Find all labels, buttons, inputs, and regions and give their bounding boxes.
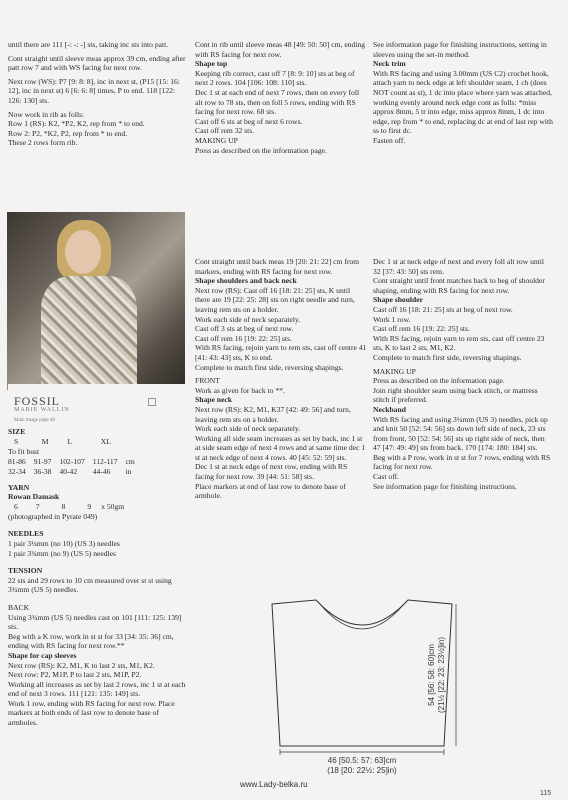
yarn-name: Rowan Damask [8,492,60,502]
garment-outline [272,600,452,746]
height-cm-label: 54 [56: 58: 60]cm [427,644,436,706]
yarn-table [8,502,134,512]
paragraph: Working all increases as set by last 2 rows, inc 1 st at each end of next 3 rows. 111 [121: 135: 149] sts. [8,679,186,699]
height-in-label: (21½ [22: 23: 23½]in) [437,636,446,714]
unit-label: in [125,466,132,476]
section-heading: Shape top [195,59,228,69]
yarn-count: 9 [87,501,92,511]
size-label: S [14,436,19,446]
size-label: XL [100,436,111,446]
size-value: 36-38 [33,466,52,476]
paragraph: With RS facing and using 3¼mm (US 3) needles, pick up and knit 50 [52: 54: 56] sts down left side of neck, 23 sts from front, 50 [52: 54: 56] sts up right side of neck, then 47 [47: 49: 49] sts from back. 170 [174: 180: 184] sts. [373,414,548,453]
pattern-title: FOSSIL [14,394,61,408]
photo-caption [8,384,186,422]
square-icon [148,398,156,406]
unit-label: x 50gm [101,501,125,511]
paragraph: Place markers at end of last row to denote base of armhole. [195,481,346,501]
width-cm-label: 46 [50.5: 57: 63]cm [327,756,397,765]
section-heading: Shape shoulder [373,295,424,305]
section-heading: YARN [8,482,30,492]
model-photo [7,212,185,390]
paragraph: until there are 111 [-: -: -] sts, taking inc sts into patt. [8,40,169,49]
size-value: 102-107 [59,456,85,466]
paragraph: Fasten off. [373,135,406,145]
fit-label: To fit bust [8,446,40,456]
paragraph: Join right shoulder seam using back stitch, or mattress stitch if preferred. [373,385,538,405]
paragraph: Cast off 16 [18: 21: 25] sts at beg of next row. [373,304,513,314]
paragraph: Cont straight until sleeve meas approx 39 cm, ending after patt row 7 and with WS facing for next row. [8,53,186,73]
paragraph: Cast off 3 sts at beg of next row. [195,324,294,334]
paragraph: Working all side seam increases as set by back, inc 1 st at side seam edge of next 4 rows and at same time dec 1 st at neck edge of next 4 rows. 40 [45: 52: 59] sts. [195,433,366,462]
width-in-label: (18 [20: 22½: 25]in) [327,766,397,775]
pattern-column-5 [195,257,367,505]
section-heading: MAKING UP [195,135,238,145]
paragraph: Cast off. [373,472,400,482]
paragraph: Next row (RS): K2, M1, K to last 2 sts, M1, K2. [8,660,155,670]
size-value: 32-34 [8,466,26,476]
paragraph: Cast off rem 16 [19: 22: 25] sts. [195,333,292,343]
section-heading: BACK [8,602,30,612]
section-heading: MAKING UP [373,366,416,376]
needle-line: 1 pair 3¾mm (no 9) (US 5) needles [8,548,116,558]
paragraph: Cast off rem 32 sts. [195,126,255,136]
paragraph: Beg with a K row, work in st st for 33 [34: 35: 36] cm, ending with RS facing for next row.** [8,631,174,651]
yarn-count: 6 [14,501,18,511]
size-label: L [67,436,73,446]
needle-line: 1 pair 3¼mm (no 10) (US 3) needles [8,538,120,548]
paragraph: Now work in rib as folls: [8,109,85,119]
paragraph: Work each side of neck separately. [195,314,301,324]
unit-label: cm [125,456,135,466]
size-table [8,437,143,477]
size-value: 44-46 [92,466,111,476]
paragraph: Work each side of neck separately. [195,424,301,434]
section-heading: Shape neck [195,395,232,405]
paragraph: Work 1 row, ending with RS facing for next row. Place markers at both ends of last row to denote base of armholes. [8,698,175,728]
size-value: 91-97 [33,456,52,466]
footer-url: www.Lady-belka.ru [240,780,308,789]
tension-text: 22 sts and 29 rows to 10 cm measured over st st using 3¾mm (US 5) needles. [8,575,172,595]
section-heading: SIZE [8,427,26,436]
paragraph: Keeping rib correct, cast off 7 [8: 9: 10] sts at beg of next 2 rows. 104 [106: 108: 110] sts. [195,68,355,88]
paragraph: Press as described on the information page. [373,376,505,386]
size-value: 81-86 [8,456,26,466]
pattern-column-2 [195,40,367,159]
garment-schematic [262,590,462,775]
paragraph: Cast off 6 sts at beg of next 6 rows. [195,116,303,126]
section-heading: Neck trim [373,59,406,69]
section-heading: FRONT [195,376,220,386]
pattern-column-4 [8,427,186,732]
yarn-note: (photographed in Pyrate 049) [8,511,98,521]
yarn-count: 8 [61,501,66,511]
paragraph: Cont straight until back meas 19 [20: 21: 22] cm from markers, ending with RS facing for next row. [195,257,360,276]
paragraph: With RS facing, rejoin yarn to rem sts, cast off centre 23 sts, K to last 2 sts, M1, K2. [373,333,545,353]
paragraph: Cont straight until front matches back to beg of shoulder shaping, ending with RS facing for next row. [373,276,545,295]
paragraph: Cont in rib until sleeve meas 48 [49: 50: 50] cm, ending with RS facing for next row. [195,40,365,59]
paragraph: Work 1 row. [373,314,411,324]
section-heading: NEEDLES [8,529,44,539]
page-number: 115 [540,790,552,797]
paragraph: Next row: P2, M1P, P to last 2 sts, M1P, P2. [8,670,142,680]
pattern-column-1 [8,40,186,152]
paragraph: Press as described on the information page. [195,145,327,155]
photo-note: Main image page 48 [14,418,55,423]
size-value: 112-117 [92,456,118,466]
size-label: M [41,436,49,446]
paragraph: Row 1 (RS): K2, *P2, K2, rep from * to end. [8,119,145,129]
yarn-count: 7 [35,501,40,511]
paragraph: Next row (RS): Cast off 16 [18: 21: 25] sts, K until there are 19 [22: 25: 28] sts on right needle and turn, leaving rem sts on a holder. [195,285,355,314]
size-value: 40-42 [59,466,78,476]
paragraph: Dec 1 st at neck edge of next and every foll alt row until 32 [37: 43: 50] sts rem. [373,257,545,276]
section-heading: Neckband [373,404,406,414]
designer-name: MARIE WALLIN [14,407,70,413]
paragraph: See information page for finishing instructions. [373,481,517,491]
paragraph: Using 3¾mm (US 5) needles cast on 101 [111: 125: 139] sts. [8,612,182,632]
paragraph: With RS facing, rejoin yarn to rem sts, cast off centre 41 [41: 43: 43] sts, K to end. [195,343,367,362]
section-heading: Shape for cap sleeves [8,650,77,660]
section-heading: Shape shoulders and back neck [195,276,297,286]
paragraph: Complete to match first side, reversing shapings. [373,352,522,362]
paragraph: Dec 1 st at each end of next 7 rows, then on every foll alt row to 78 sts, then on foll 5 rows, ending with RS facing for next row. 68 sts. [195,87,360,117]
paragraph: Cast off rem 16 [19: 22: 25] sts. [373,324,470,334]
paragraph: See information page for finishing instructions, setting in sleeves using the set-in method. [373,40,547,59]
section-heading: TENSION [8,566,43,576]
paragraph: Complete to match first side, reversing shapings. [195,362,344,372]
paragraph: Next row (RS): K2, M1, K37 [42: 49: 56] and turn, leaving rem sts on a holder. [195,404,351,424]
paragraph: Work as given for back to **. [195,385,285,395]
pattern-column-3 [373,40,553,150]
paragraph: With RS facing and using 3.00mm (US C2) crochet hook, attach yarn to neck edge at left shoulder seam, 1 ch (does NOT count as st), 1 dc into place where yarn was attached, working evenly around neck edge cont as folls: *miss approx 8mm, 5 tr into edge, miss approx 8mm, 1 dc into edge, rep from * to end, replacing dc at end of last rep with ss to first dc. [373,68,553,136]
paragraph: Dec 1 st at neck edge of next row, ending with RS facing for next row. 39 [44: 51: 58] sts. [195,462,348,482]
paragraph: Beg with a P row, work in st st for 7 rows, ending with RS facing for next row. [373,452,551,472]
pattern-column-6 [373,257,553,495]
model-face [65,230,101,274]
paragraph: Row 2: P2, *K2, P2, rep from * to end. [8,128,128,138]
paragraph: Next row (WS): P7 [9: 8: 8], inc in next st, (P15 [15: 16: 12], inc in next st) 6 [6: 6: 8] times, P to end. 118 [122: 126: 130] sts. [8,76,180,105]
paragraph: These 2 rows form rib. [8,138,78,148]
model-top [41,276,137,386]
